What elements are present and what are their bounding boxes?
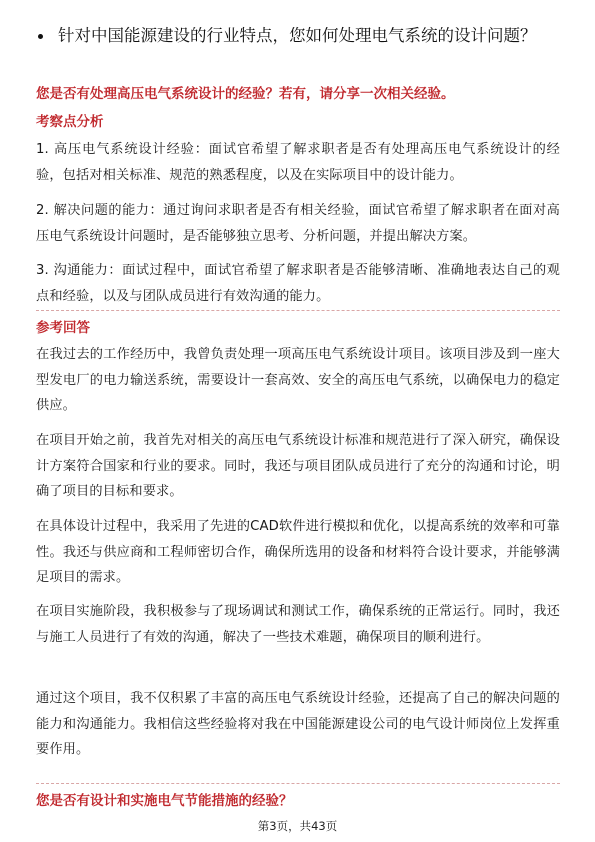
analysis-item: 3. 沟通能力：面试过程中，面试官希望了解求职者是否能够清晰、准确地表达自己的观点和经验，以及与团队成员进行有效沟通的能力。 xyxy=(36,263,560,304)
question-heading xyxy=(38,24,566,48)
analysis-item: 1. 高压电气系统设计经验：面试官希望了解求职者是否有处理高压电气系统设计的经验，包括对相关标准、规范的熟悉程度，以及在实际项目中的设计能力。 xyxy=(36,142,560,183)
answer-paragraph: 在我过去的工作经历中，我曾负责处理一项高压电气系统设计项目。该项目涉及到一座大型发电厂的电力输送系统，需要设计一套高效、安全的高压电气系统，以确保电力的稳定供应。 xyxy=(36,347,560,413)
bullet-icon xyxy=(38,34,43,39)
answer-paragraph: 在项目实施阶段，我积极参与了现场调试和测试工作，确保系统的正常运行。同时，我还与施工人员进行了有效的沟通，解决了一些技术难题，确保项目的顺利进行。 xyxy=(36,604,560,645)
answer-title: 参考回答 xyxy=(36,320,90,336)
interview-question: 您是否有处理高压电气系统设计的经验？若有，请分享一次相关经验。 xyxy=(36,86,455,102)
interview-question: 您是否有设计和实施电气节能措施的经验？ xyxy=(36,793,293,809)
analysis-title: 考察点分析 xyxy=(36,114,104,130)
analysis-item: 2. 解决问题的能力：通过询问求职者是否有相关经验，面试官希望了解求职者在面对高压电气系统设计问题时，是否能够独立思考、分析问题，并提出解决方案。 xyxy=(36,203,560,244)
answer-paragraph: 在具体设计过程中，我采用了先进的CAD软件进行模拟和优化，以提高系统的效率和可靠性。我还与供应商和工程师密切合作，确保所选用的设备和材料符合设计要求，并能够满足项目的需求。 xyxy=(36,519,560,585)
question-heading-text: 针对中国能源建设的行业特点，您如何处理电气系统的设计问题？ xyxy=(58,26,537,45)
section-divider xyxy=(36,783,560,784)
section-divider xyxy=(36,310,560,311)
page-number: 第3页，共43页 xyxy=(257,819,338,833)
answer-paragraph: 在项目开始之前，我首先对相关的高压电气系统设计标准和规范进行了深入研究，确保设计方案符合国家和行业的要求。同时，我还与项目团队成员进行了充分的沟通和讨论，明确了项目的目标和要求。 xyxy=(36,433,560,499)
answer-paragraph: 通过这个项目，我不仅积累了丰富的高压电气系统设计经验，还提高了自己的解决问题的能力和沟通能力。我相信这些经验将对我在中国能源建设公司的电气设计师岗位上发挥重要作用。 xyxy=(36,691,560,757)
